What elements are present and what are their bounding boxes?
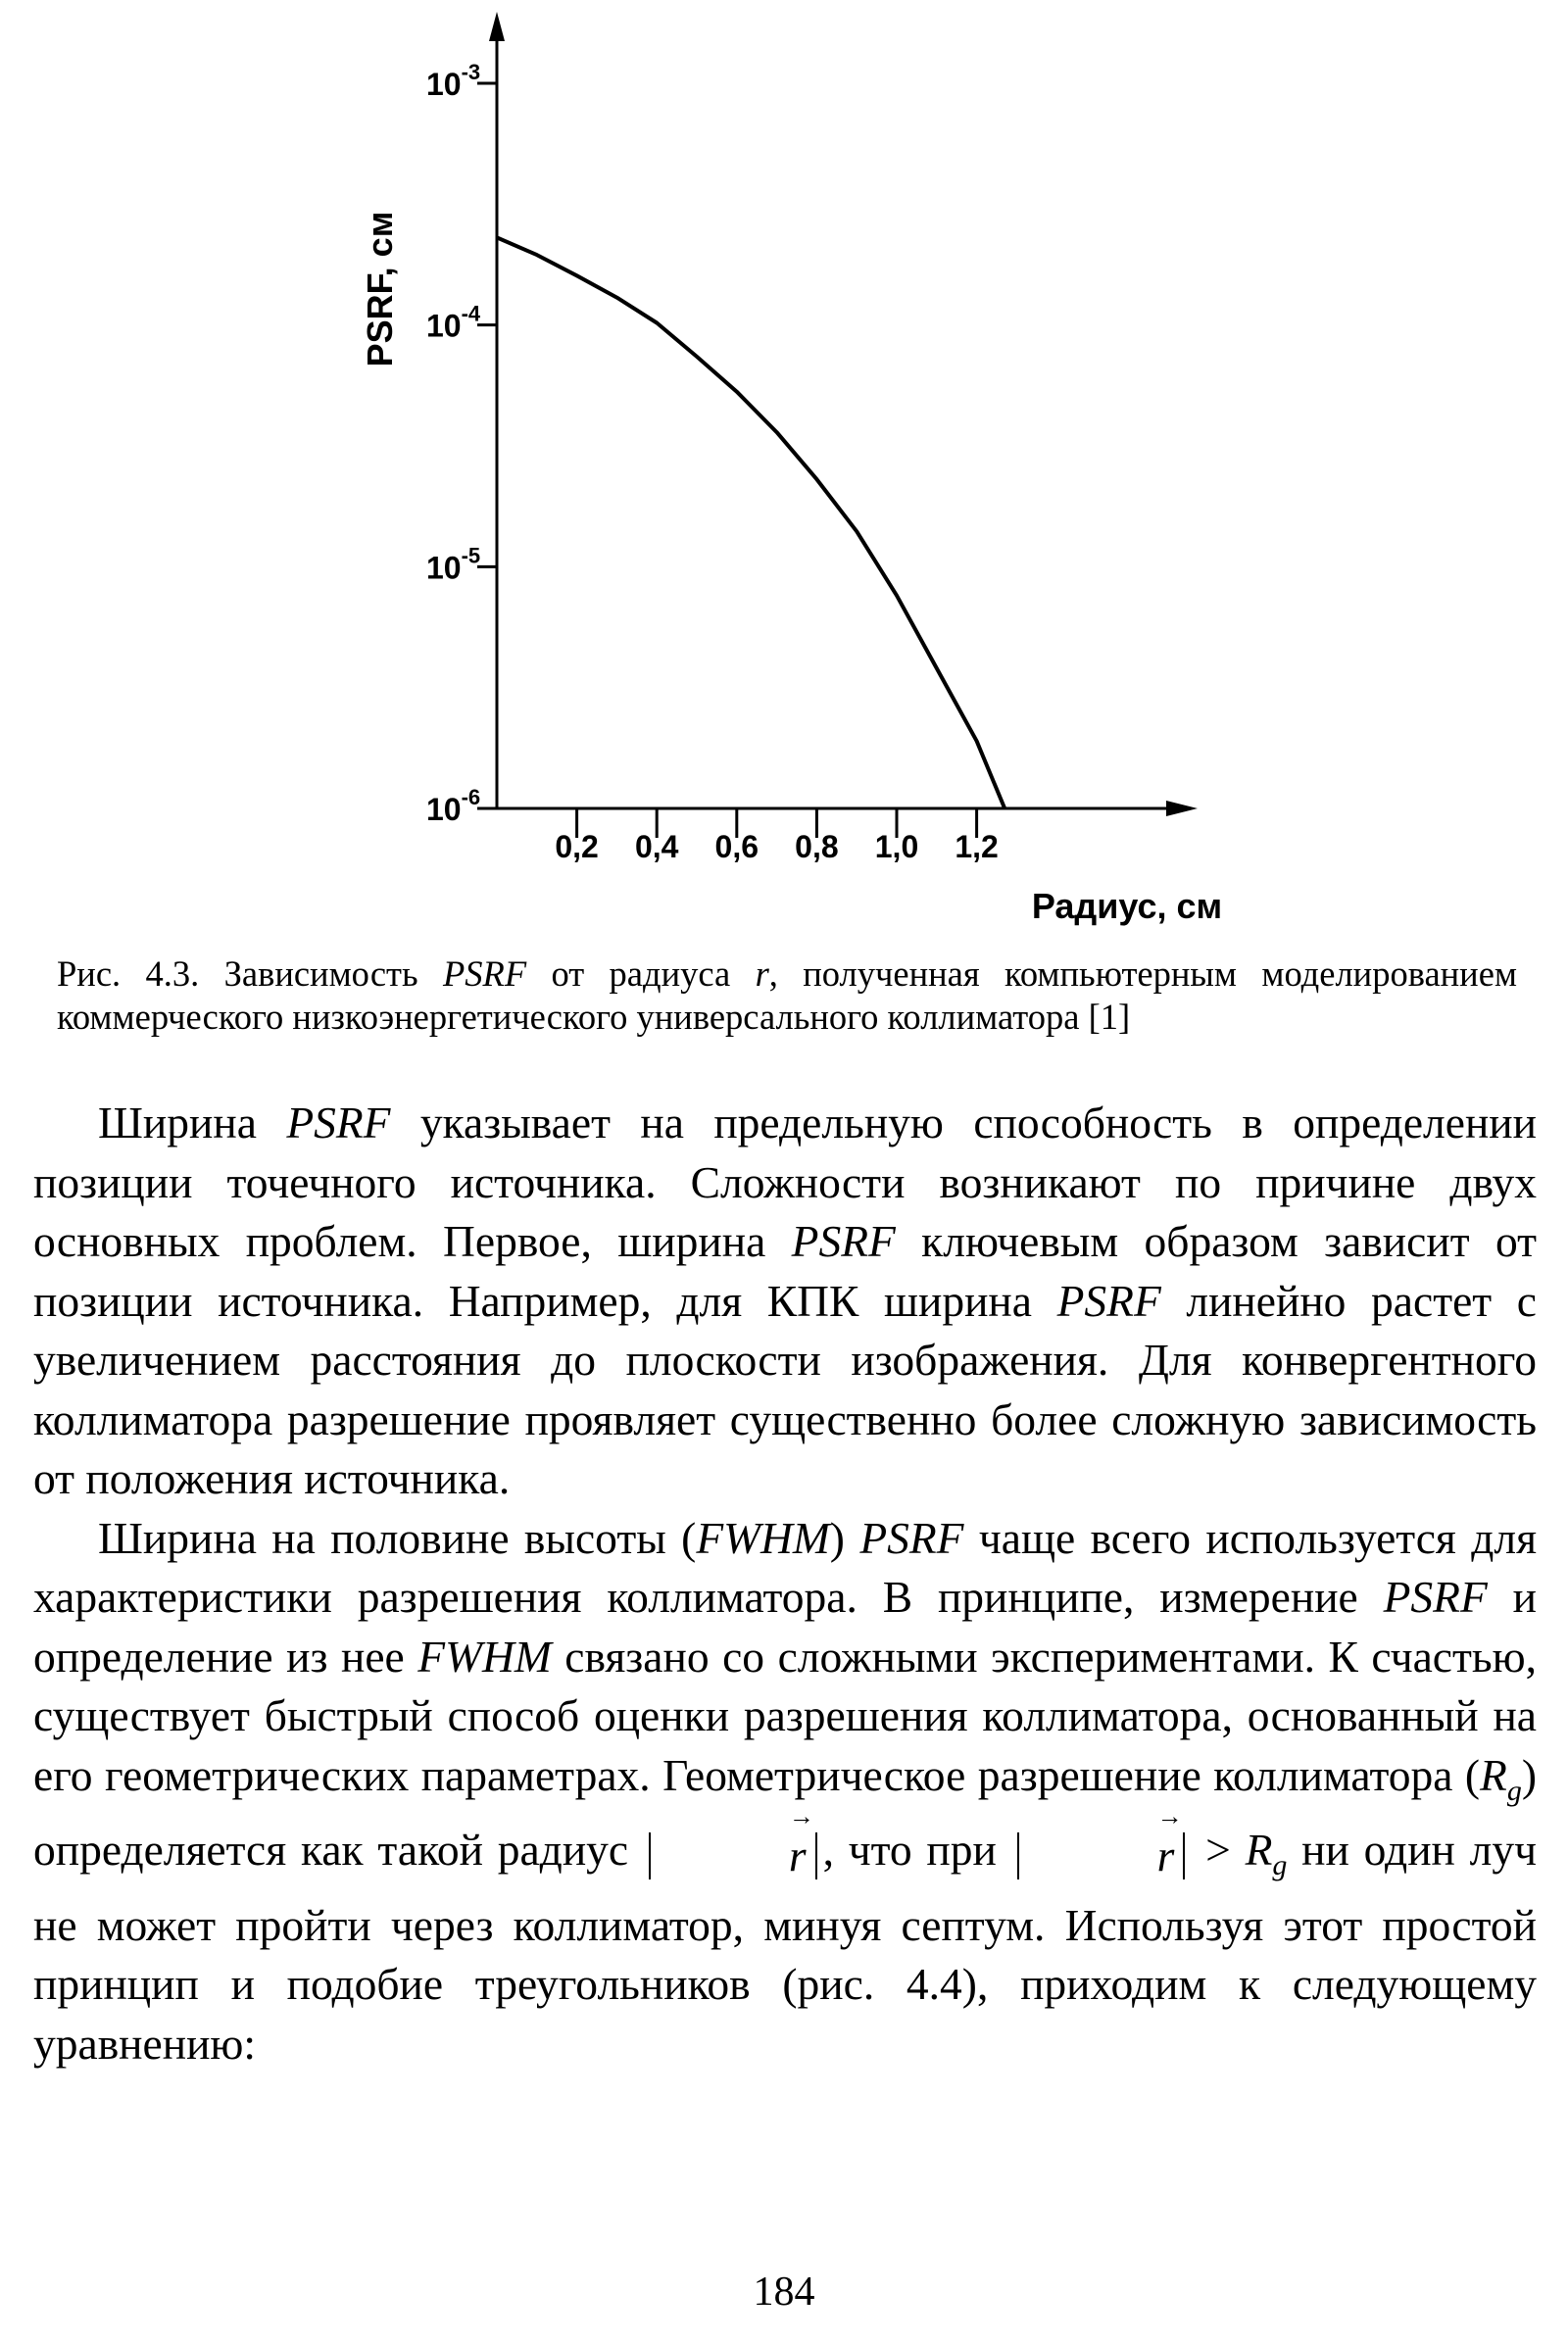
abs-vector-r (649, 1832, 817, 1879)
y-tick-label: $10^{-6}$ (426, 785, 481, 827)
p2-subscript: g (1506, 1774, 1522, 1807)
x-tick-label: 0,8 (795, 829, 839, 864)
vector-r: → r (724, 1832, 807, 1879)
y-axis-title: PSRF, см (360, 211, 400, 367)
y-tick-label: $10^{-5}$ (426, 543, 481, 586)
psrf-chart-svg (333, 0, 1264, 941)
x-axis-title: Радиус, см (1031, 886, 1223, 926)
y-tick-label: $10^{-3}$ (426, 60, 481, 102)
x-tick-label: 0,4 (634, 829, 679, 864)
p2-text: ) (829, 1512, 860, 1563)
p1-text: линейно растет с увеличением расстояния до плоскости изображения. Для конвергентного коллиматора разрешение проявляет существенно более сложную зависимость от положения источника. (33, 1275, 1537, 1503)
p1-text: ключевым образом зависит от позиции источника. Например, для КПК ширина (33, 1216, 1537, 1326)
p2-text: Ширина на половине высоты ( (98, 1512, 697, 1563)
p2-italic: FWHM (417, 1631, 552, 1682)
p2-text: > (1191, 1825, 1246, 1876)
abs-vector-r (1017, 1832, 1186, 1879)
paragraph-2 (33, 1509, 1537, 2074)
body-text (33, 1094, 1537, 2074)
p2-italic: PSRF (859, 1512, 964, 1563)
p1-italic: PSRF (1056, 1275, 1161, 1326)
paragraph-1 (33, 1094, 1537, 1509)
caption-italic-r: r (755, 953, 769, 994)
p1-text: Ширина (98, 1098, 287, 1147)
p1-text: указывает на предельную способность в определении позиции точечного источника. Сложности возникают по причине двух основных проблем. Первое, ширина (33, 1098, 1537, 1266)
x-tick-label: 1,2 (955, 829, 999, 864)
x-tick-label: 0,6 (714, 829, 760, 864)
p2-italic: PSRF (1383, 1572, 1488, 1622)
caption-italic-psrf: PSRF (443, 953, 527, 994)
vector-r: → r (1093, 1832, 1175, 1879)
x-tick-label: 1,0 (874, 829, 919, 864)
p2-text: и определение из нее (33, 1572, 1537, 1682)
p2-italic: R (1480, 1749, 1507, 1800)
page-number: 184 (753, 2269, 815, 2315)
y-axis-arrow (489, 12, 505, 41)
p2-text: , что при (822, 1825, 1011, 1876)
y-tick-label: $10^{-4}$ (426, 301, 481, 344)
p2-text: чаще всего используется для характеристики разрешения коллиматора. В принципе, измерение (33, 1512, 1537, 1622)
psrf-chart (333, 0, 1264, 941)
p2-text: связано со сложными экспериментами. К счастью, существует быстрый способ оценки разрешения коллиматора, основанный на его геометрических параметрах. Геометрическое разрешение коллиматора ( (33, 1631, 1537, 1800)
caption-rest: , полученная компьютерным моделированием коммерческого низкоэнергетического универсального коллиматора [1] (57, 953, 1518, 1037)
caption-mid: от радиуса (526, 953, 756, 994)
caption-prefix: Рис. 4.3. Зависимость (57, 953, 443, 994)
p2-text: ) определяется как такой радиус (33, 1749, 1537, 1876)
figure-caption (57, 952, 1517, 1039)
x-tick-label: 0,2 (555, 829, 599, 864)
x-axis-arrow (1166, 801, 1198, 816)
p2-text: ни один луч не может пройти через коллиматор, минуя септум. Используя этот простой принцип и подобие треугольников (рис. 4.4), приходим к следующему уравнению: (33, 1825, 1537, 2069)
p2-italic: R (1245, 1825, 1273, 1876)
p1-italic: PSRF (791, 1216, 896, 1266)
p1-italic: PSRF (286, 1098, 391, 1147)
psrf-series-line (497, 237, 1004, 808)
p2-italic: FWHM (696, 1512, 830, 1563)
p2-subscript: g (1272, 1849, 1288, 1882)
